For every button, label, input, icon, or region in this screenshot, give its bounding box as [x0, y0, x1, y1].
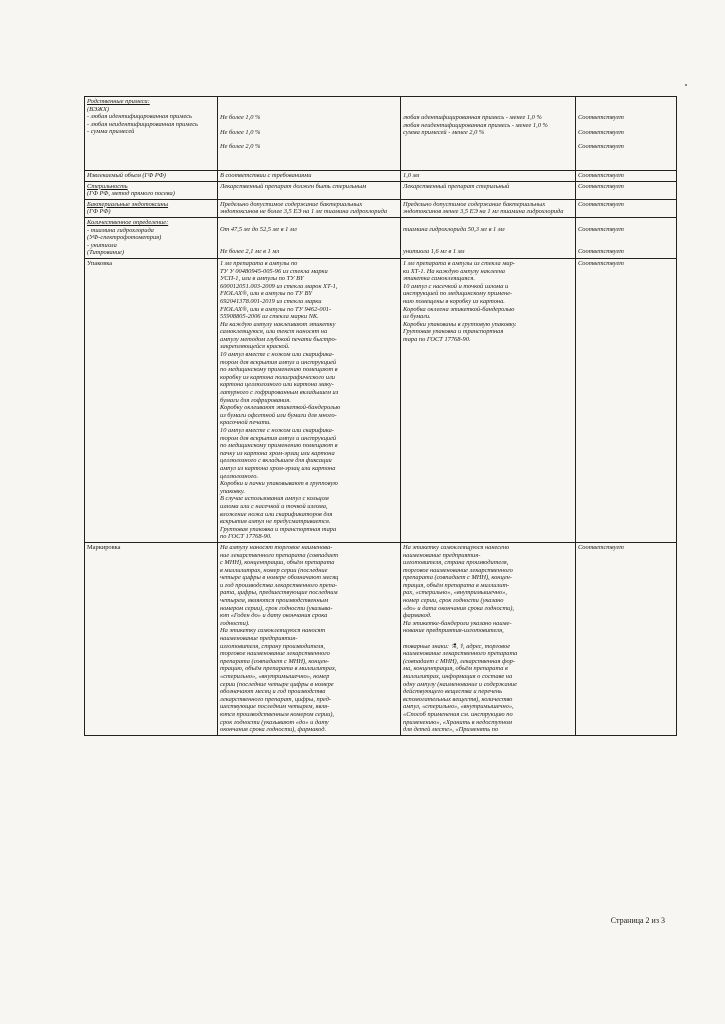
- text-line: [403, 635, 573, 643]
- text-line: На этикетке-бандероли указано наиме-: [403, 619, 512, 627]
- norm-cell: В соответствии с требованиями: [218, 171, 401, 182]
- text-line: наименование предприятия-: [220, 635, 298, 643]
- param-cell: Родственные примеси: (ВЭЖХ) - любая идентифицированная примесь - любая неидентифицированная примесь - сумма примесей: [85, 97, 218, 171]
- text-line: пачку из картона хром-эрзац или картона: [220, 449, 335, 457]
- param-cell: Стерильность (ГФ РФ, метод прямого посева): [85, 181, 218, 199]
- scan-speck: [685, 84, 687, 86]
- text-line: четыре цифры в номере обозначают месяц: [220, 574, 339, 582]
- text-line: с МНН), концентрации, объём препарата: [220, 559, 335, 567]
- text-line: целлюлозного с вкладышем для фиксации: [220, 457, 332, 465]
- text-line: торговое наименование лекарственного: [403, 566, 513, 574]
- param-cell: Количественное определение: - тиамина гидрохлорида (УФ-спектрофотометрия) - унитиола (Титрование): [85, 217, 218, 258]
- text-line: трация, объём препарата в миллилит-: [403, 581, 510, 589]
- text-line: излома или с насечкой и точкой излома,: [220, 502, 328, 510]
- text-line: самоклеящуюся, или текст наносят на: [220, 328, 328, 336]
- conclusion-cell: Соответствует: [576, 199, 677, 217]
- norm-cell: [218, 258, 401, 542]
- text-line: рата, цифры, предшествующие последним: [220, 589, 338, 597]
- text-line: ТУ У 00480945-005-96 из стекла марки: [220, 267, 328, 275]
- text-line: рах, «стерильно», «внутримышечно»,: [403, 589, 507, 597]
- text-line: бумаги для гофрирования.: [220, 396, 291, 404]
- text-line: товарные знаки: ⚗, ⚕, адрес, торговое: [403, 642, 511, 650]
- norm-cell: Лекарственный препарат должен быть стерильным: [218, 181, 401, 199]
- text-line: ма, концентрация, объём препарата в: [403, 665, 508, 673]
- text-line: фармакод.: [403, 612, 432, 620]
- text-line: лекарственного препарат, цифры, пред-: [220, 695, 331, 703]
- text-line: номером серии), срок годности (указыва-: [220, 604, 333, 612]
- text-line: по ГОСТ 17768-90.: [220, 533, 272, 541]
- page-number: Страница 2 из 3: [610, 916, 665, 925]
- text-line: ампулу методом глубокой печати быстро-: [220, 335, 337, 343]
- text-line: картона целлюлозного или картона маку-: [220, 381, 334, 389]
- text-line: в миллилитрах, номер серии (последние: [220, 566, 328, 574]
- text-line: этикетка самоклеящаяся.: [403, 275, 475, 283]
- text-line: «Способ применения см. инструкцию по: [403, 710, 513, 718]
- text-line: FIOLAX®, или в ампулы по ТУ 9462-001-: [220, 305, 332, 313]
- text-line: ют «Годен до» и дату окончания срока: [220, 612, 328, 620]
- text-line: действующего вещества и перечень: [403, 688, 503, 696]
- text-line: Коробка оклеена этикеткой-бандеролью: [403, 305, 515, 313]
- text-line: Коробки и пачки упаковывают в групповую: [220, 480, 338, 488]
- text-line: четырем, являются производственным: [220, 597, 329, 605]
- table-row: [85, 258, 677, 542]
- text-line: (совпадает с МНН), лекарственная фор-: [403, 657, 516, 665]
- text-line: Групповая упаковка и транспортная: [403, 328, 504, 336]
- result-cell: [401, 542, 576, 735]
- result-cell: любая идентифицированная примесь - менее 1,0 % любая неидентифицированная примесь - менее 1,0 % сумма примесей - менее 2,0 %: [401, 97, 576, 171]
- text-line: закрепляющейся краской.: [220, 343, 290, 351]
- conclusion-cell: Соответствует: [576, 258, 677, 542]
- table-row: [85, 542, 677, 735]
- result-cell: [401, 258, 576, 542]
- conclusion-cell: Соответствует: [576, 542, 677, 735]
- text-line: УСП-1, или в ампулы по ТУ BY: [220, 275, 304, 283]
- text-line: 692041378.001-2019 из стекла марки: [220, 297, 322, 305]
- conclusion-cell: Соответствует Соответствует Соответствует: [576, 97, 677, 171]
- text-line: На этикетку самоклеящуюся нанесено: [403, 543, 510, 551]
- norm-cell: [218, 542, 401, 735]
- text-line: На этикетку самоклеящуюся наносят: [220, 627, 326, 635]
- text-line: Коробки упакованы в групповую упаковку.: [403, 320, 517, 328]
- text-line: номер серии, срок годности (указано: [403, 597, 504, 605]
- norm-cell: Предельно допустимое содержание бактериальных эндотоксинов не более 3,5 ЕЭ на 1 мг тиамина гидрохлорида: [218, 199, 401, 217]
- text-line: и год производства лекарственного препа-: [220, 581, 338, 589]
- text-line: ются производственным номером серии),: [220, 710, 335, 718]
- param-cell: Бактериальные эндотоксины (ГФ РФ): [85, 199, 218, 217]
- text-line: вспомогательных веществ), количество: [403, 695, 513, 703]
- table-row: [85, 97, 677, 171]
- text-line: окончания срока годности), фармакод.: [220, 726, 327, 734]
- result-cell: тиамина гидрохлорида 50,3 мг в 1 мл унитиола 1,6 мг в 1 мл: [401, 217, 576, 258]
- text-line: срок годности (указывают «до» и дату: [220, 718, 329, 726]
- text-line: 10 ампул вместе с ножом или скарифика-: [220, 427, 334, 434]
- text-line: целлюлозного.: [220, 472, 259, 480]
- conclusion-cell: Соответствует: [576, 181, 677, 199]
- table-row: [85, 199, 677, 217]
- table-row: [85, 181, 677, 199]
- text-line: препарата (совпадает с МНН), концен-: [220, 657, 329, 665]
- text-line: препарата (совпадает с МНН), концен-: [403, 574, 512, 582]
- text-line: вложение ножа или скарификаторов для: [220, 510, 333, 518]
- text-line: обозначают месяц и год производства: [220, 688, 326, 696]
- table-row: [85, 217, 677, 258]
- text-line: 55908805-2006 из стекла марки NК.: [220, 313, 319, 321]
- text-line: тором для вскрытия ампул и инструкцией: [220, 358, 337, 366]
- text-line: из бумаги.: [403, 313, 431, 321]
- result-cell: 1,0 мл: [401, 171, 576, 182]
- text-line: изготовителя, страну производителя,: [220, 642, 325, 650]
- text-line: 10 ампул вместе с ножом или скарифика-: [220, 351, 334, 359]
- text-line: из бумаги офсетной или бумаги для много-: [220, 411, 337, 419]
- text-line: коробку из картона полиграфического или: [220, 373, 335, 381]
- text-line: На ампулу наносят торговое наименова-: [220, 543, 333, 551]
- text-line: латурного с гофрированным вкладышем из: [220, 389, 339, 397]
- text-line: ние лекарственного препарата (совпадает: [220, 551, 339, 559]
- table-row: [85, 171, 677, 182]
- text-line: годности).: [220, 619, 250, 627]
- text-line: «стерильно», «внутримышечно», номер: [220, 673, 330, 680]
- param-cell: Упаковка: [85, 258, 218, 542]
- text-line: по медицинскому применению помещают в: [220, 366, 338, 374]
- text-line: тором для вскрытия ампул и инструкцией: [220, 434, 337, 442]
- text-line: Групповая упаковка и транспортная тара: [220, 525, 337, 533]
- text-line: трацию, объём препарата в миллилитрах,: [220, 665, 337, 673]
- text-line: нование предприятия-изготовителя,: [403, 627, 504, 635]
- text-line: шествующие последним четырем, явля-: [220, 703, 330, 711]
- text-line: наименование предприятия-: [403, 551, 481, 559]
- conclusion-cell: Соответствует Соответствует: [576, 217, 677, 258]
- text-line: 600012051.003-2009 из стекла марок ХТ-1,: [220, 282, 338, 290]
- text-line: серии (последние четыре цифры в номере: [220, 680, 334, 688]
- param-cell: Извлекаемый объем (ГФ РФ): [85, 171, 218, 182]
- norm-cell: От 47,5 мг до 52,5 мг в 1 мл Не более 2,1 мг в 1 мл: [218, 217, 401, 258]
- text-line: тара по ГОСТ 17768-90.: [403, 335, 471, 343]
- text-line: нию помещены в коробку из картона.: [403, 297, 505, 305]
- text-line: одну ампулу (наименование и содержание: [403, 680, 517, 688]
- text-line: На каждую ампулу наклеивают этикетку: [220, 320, 336, 328]
- text-line: для детей месте», «Применять по: [403, 726, 499, 734]
- text-line: ампул из картона хром-эрзац или картона: [220, 464, 336, 472]
- text-line: ампул, «стерильно», «внутримышечно»,: [403, 703, 514, 711]
- text-line: изготовителя, страна производителя,: [403, 559, 509, 567]
- text-line: ки ХТ-1. На каждую ампулу наклеена: [403, 267, 505, 275]
- text-line: торговое наименование лекарственного: [220, 650, 330, 658]
- text-line: Коробку оклеивают этикеткой-бандеролью: [220, 404, 341, 412]
- text-line: 1 мл препарата в ампулы по: [220, 259, 298, 267]
- param-cell: Маркировка: [85, 542, 218, 735]
- text-line: вскрытия ампул не предусматривается.: [220, 518, 331, 526]
- conclusion-cell: Соответствует: [576, 171, 677, 182]
- text-line: В случае использования ампул с кольцом: [220, 495, 329, 503]
- text-line: красочной печати.: [220, 419, 271, 427]
- result-cell: Предельно допустимое содержание бактериальных эндотоксинов менее 3,5 ЕЭ на 1 мг тиамина гидрохлорида: [401, 199, 576, 217]
- text-line: инструкцией по медицинскому примене-: [403, 290, 513, 298]
- text-line: 10 ампул с насечкой и точкой излома и: [403, 282, 509, 290]
- norm-cell: Не более 1,0 % Не более 1,0 % Не более 2,0 %: [218, 97, 401, 171]
- text-line: по медицинскому применению помещают в: [220, 442, 338, 450]
- text-line: «до» и дата окончания срока годности),: [403, 604, 515, 612]
- text-line: наименование лекарственного препарата: [403, 650, 518, 658]
- text-line: применению», «Хранить в недоступном: [403, 718, 512, 726]
- text-line: миллилитрах, информация о составе на: [403, 673, 513, 680]
- text-line: упаковку.: [220, 487, 245, 495]
- spec-table: [84, 96, 677, 736]
- text-line: FIOLAX®, или в ампулы по ТУ BY: [220, 290, 312, 298]
- text-line: 1 мл препарата в ампулы из стекла мар-: [403, 259, 515, 267]
- result-cell: Лекарственный препарат стерильный: [401, 181, 576, 199]
